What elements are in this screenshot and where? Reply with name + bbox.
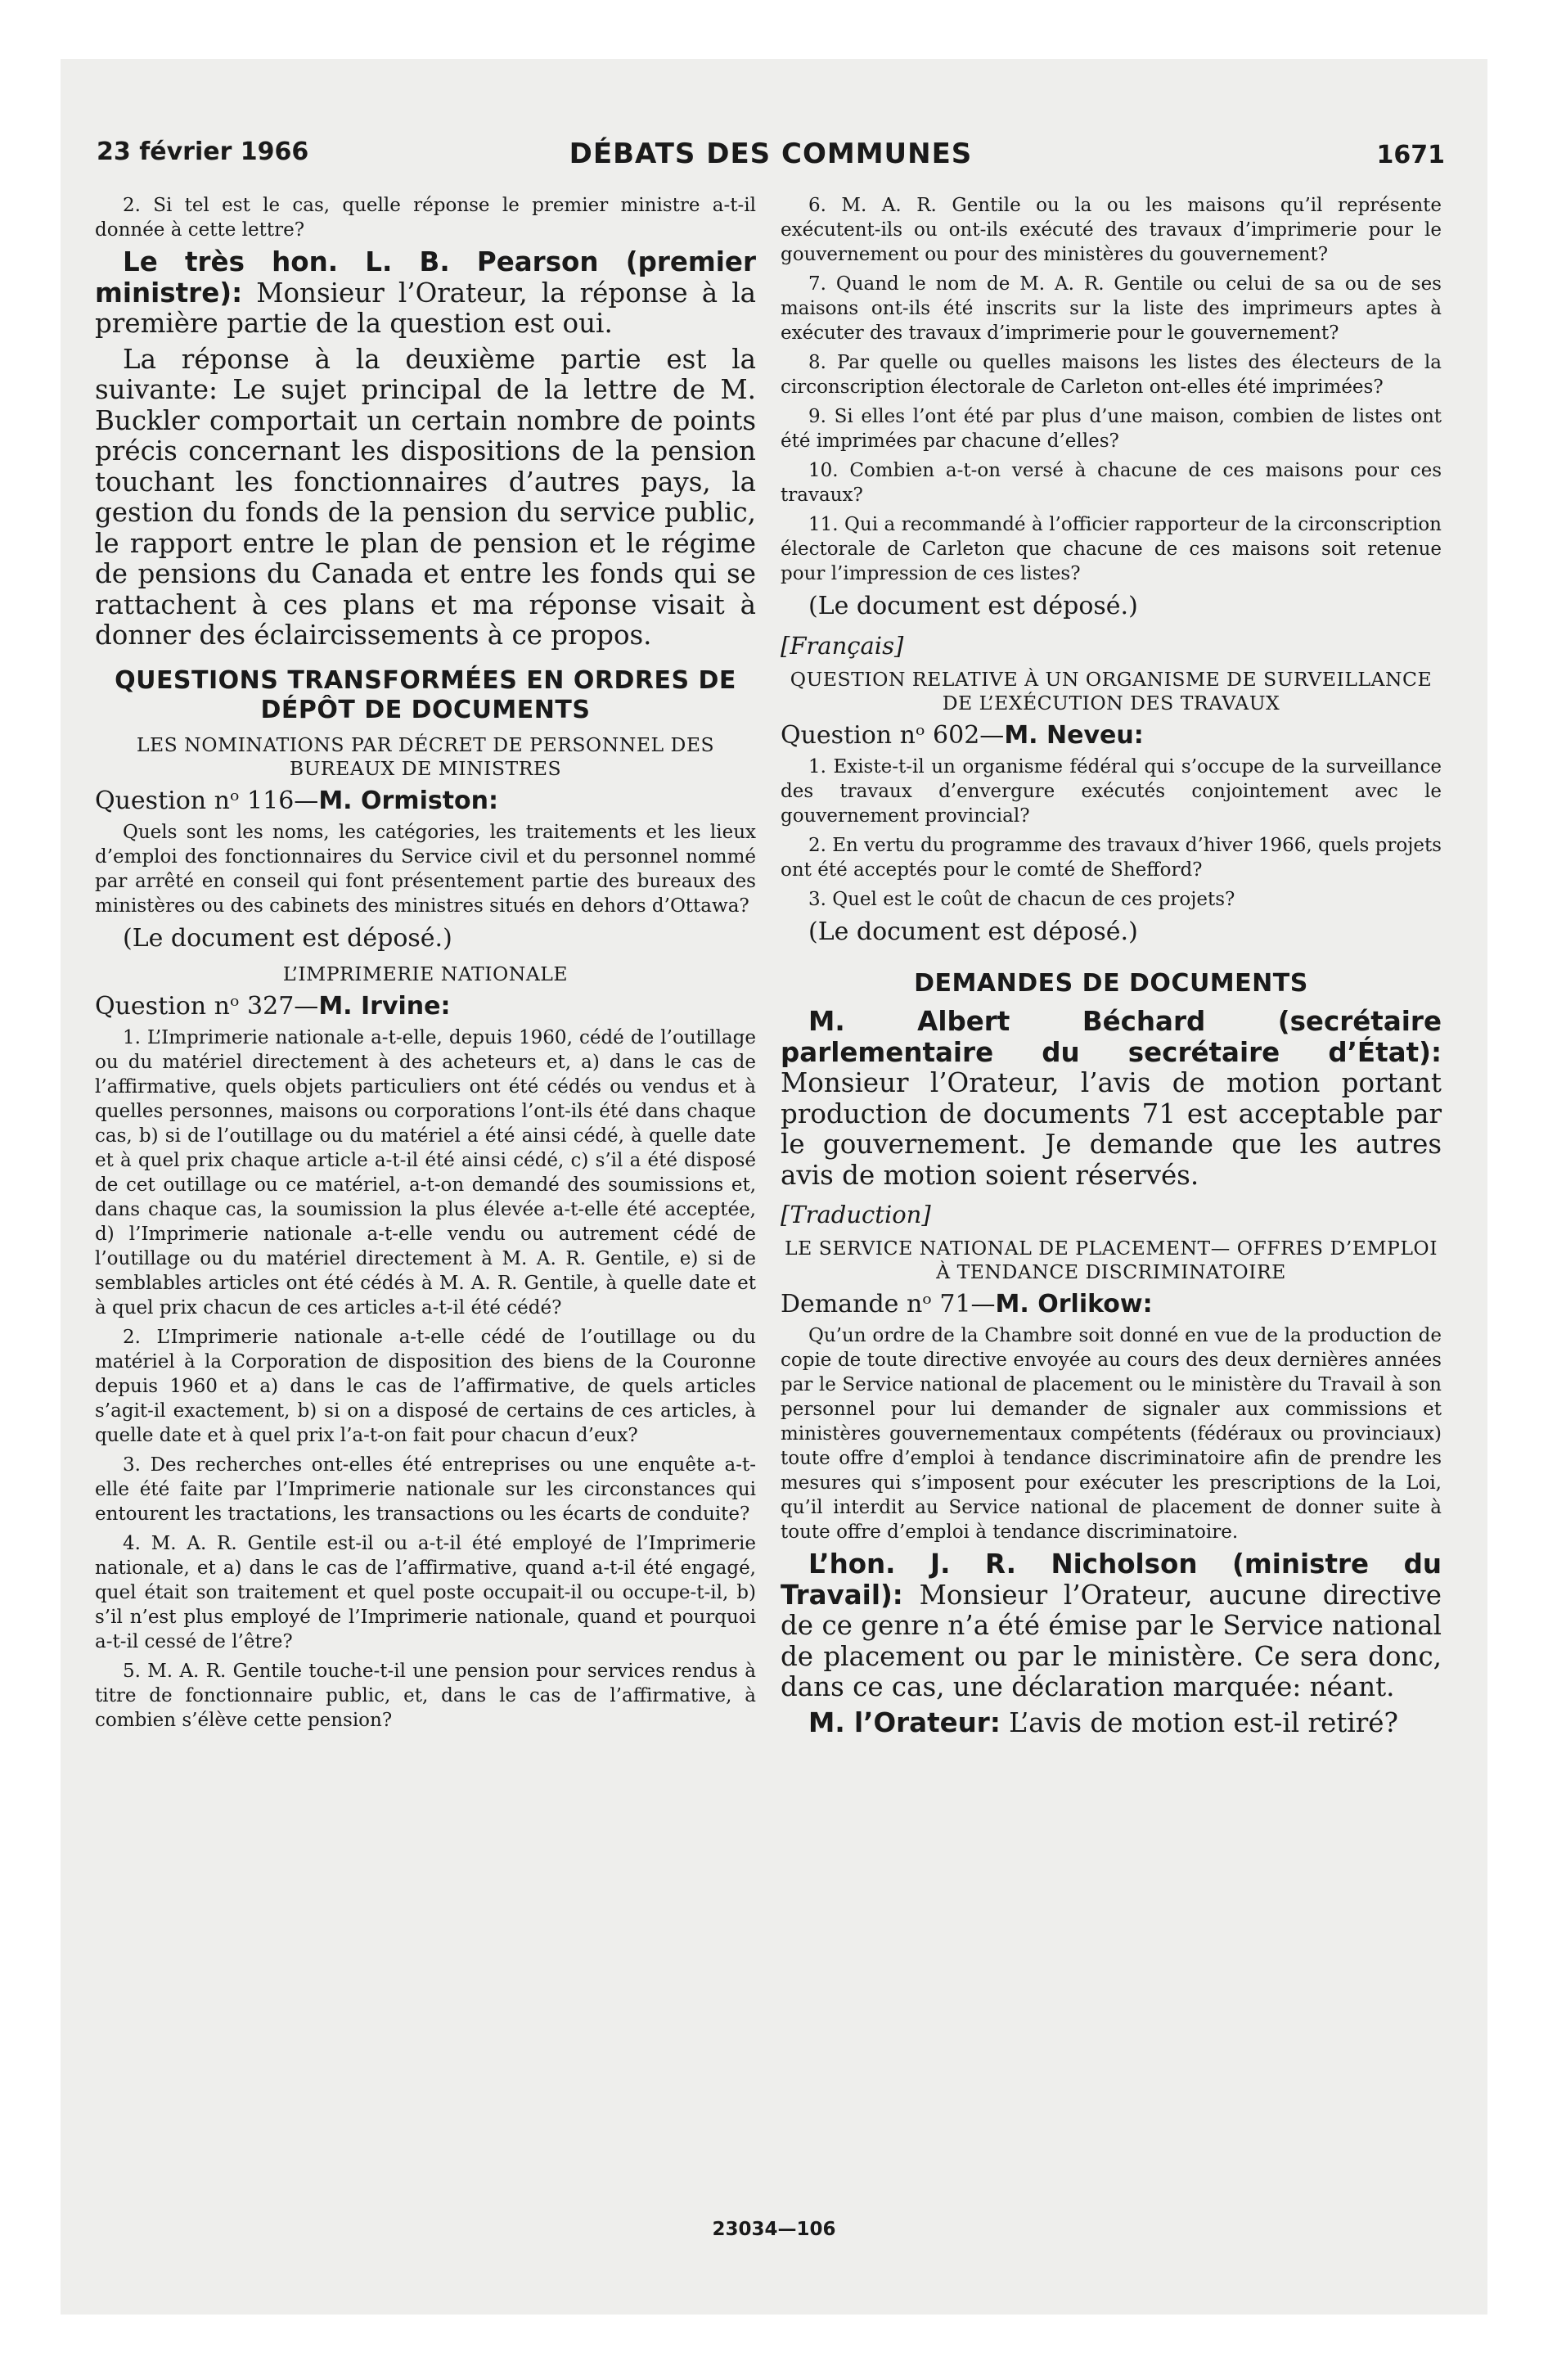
language-marker-francais: [Français] bbox=[781, 632, 904, 660]
question-327-item: 7. Quand le nom de M. A. R. Gentile ou celui de sa ou de ses maisons ont-ils été inscrits sur la liste des imprimeurs aptes à exécuter des travaux d’imprimerie pour le gouvernement? bbox=[781, 273, 1442, 344]
question-327-member: M. Irvine: bbox=[318, 991, 451, 1021]
page-number: 1671 bbox=[1376, 141, 1445, 169]
question-116-text: Quels sont les noms, les catégories, les traitements et les lieux d’emploi des fonctionnaires du Service civil et du personnel nommé par arrêté en conseil qui font présentement partie des bureaux des ministères ou des cabinets des ministres situés en dehors d’Ottawa? bbox=[95, 821, 756, 917]
question-116-member: M. Ormiston: bbox=[318, 786, 499, 815]
header-title: DÉBATS DES COMMUNES bbox=[569, 137, 973, 170]
speaker-pearson: Le très hon. L. B. Pearson (premier ministre): bbox=[95, 246, 756, 309]
subheading-nominations: LES NOMINATIONS PAR DÉCRET DE PERSONNEL DES BUREAUX DE MINISTRES bbox=[136, 732, 715, 780]
question-327-number: Question nᵒ 327— bbox=[95, 991, 319, 1021]
question-602-line bbox=[781, 720, 1442, 751]
question-602-number: Question nᵒ 602— bbox=[781, 721, 1005, 750]
demande-71-text: Qu’un ordre de la Chambre soit donné en vue de la production de copie de toute directive envoyée au cours des deux dernières années par le Service national de placement ou le ministère du Travail à son personnel pour lui demander de signaler aux commissions et ministères gouvernementaux compétents (fédéraux ou provinciaux) toute offre d’emploi à tendance discriminatoire afin de prendre les mesures qui s’imposent pour exécuter les prescriptions de la Loi, qu’il interdit au Service national de placement de donner suite à toute offre d’emploi à tendance discriminatoire. bbox=[781, 1325, 1442, 1543]
question-602-item: 2. En vertu du programme des travaux d’hiver 1966, quels projets ont été acceptés pour le comté de Shefford? bbox=[781, 835, 1442, 881]
speaker-bechard: M. Albert Béchard (secrétaire parlementaire du secrétaire d’État): bbox=[781, 1006, 1442, 1068]
question-327-item: 5. M. A. R. Gentile touche-t-il une pension pour services rendus à titre de fonctionnaire public, et, dans le cas de l’affirmative, à combien s’élève cette pension? bbox=[95, 1660, 756, 1731]
demande-71-member: M. Orlikow: bbox=[995, 1290, 1153, 1318]
question-327-line bbox=[95, 991, 756, 1022]
orateur-question-text: L’avis de motion est-il retiré? bbox=[1000, 1706, 1398, 1738]
orateur-question bbox=[781, 1708, 1442, 1739]
subheading-service-placement: LE SERVICE NATIONAL DE PLACEMENT— OFFRES D’EMPLOI À TENDANCE DISCRIMINATOIRE bbox=[785, 1237, 1438, 1283]
question-602-member: M. Neveu: bbox=[1004, 721, 1144, 750]
pearson-reply-part-2: La réponse à la deuxième partie est la suivante: Le sujet principal de la lettre de M. Buckler comportait un certain nombre de points précis concernant les dispositions de la pension touchant les fonctionnaires d’autres pays, la gestion du fonds de la pension du service public, le rapport entre le plan de pension et le régime de pensions du Canada et entre les fonds qui se rattachent à ces plans et ma réponse visait à donner des éclaircissements à ce propos. bbox=[95, 343, 756, 651]
pearson-reply bbox=[95, 247, 756, 340]
speaker-orateur: M. l’Orateur: bbox=[808, 1706, 1001, 1738]
speaker-nicholson: L’hon. J. R. Nicholson (ministre du Travail): bbox=[781, 1548, 1442, 1611]
question-327-item: 11. Qui a recommandé à l’officier rapporteur de la circonscription électorale de Carleton que chacune de ces maisons soit retenue pour l’impression de ces listes? bbox=[781, 514, 1442, 584]
question-327-item: 9. Si elles l’ont été par plus d’une maison, combien de listes ont été imprimées par chacune d’elles? bbox=[781, 406, 1442, 452]
demande-71-number: Demande nᵒ 71— bbox=[781, 1290, 996, 1318]
section-heading-questions: QUESTIONS TRANSFORMÉES EN ORDRES DE DÉPÔT DE DOCUMENTS bbox=[115, 665, 736, 724]
page-header bbox=[97, 134, 1445, 175]
nicholson-reply bbox=[781, 1549, 1442, 1703]
header-date: 23 février 1966 bbox=[97, 137, 309, 166]
document-deposited-2: (Le document est déposé.) bbox=[808, 592, 1138, 620]
question-602-item: 3. Quel est le coût de chacun de ces projets? bbox=[808, 889, 1235, 910]
pearson-reply-text: Monsieur l’Orateur, la réponse à la première partie de la question est oui. bbox=[95, 277, 756, 339]
question-116-line bbox=[95, 786, 756, 817]
question-327-item: 8. Par quelle ou quelles maisons les listes des électeurs de la circonscription électorale de Carleton ont-elles été imprimées? bbox=[781, 352, 1442, 398]
subheading-organisme: QUESTION RELATIVE À UN ORGANISME DE SURVEILLANCE DE L’EXÉCUTION DES TRAVAUX bbox=[790, 668, 1433, 714]
nicholson-reply-text: Monsieur l’Orateur, aucune directive de ce genre n’a été émise par le Service national de placement ou par le ministère. Ce sera donc, dans ce cas, une déclaration marquée: néant. bbox=[781, 1579, 1442, 1702]
document-deposited-1: (Le document est déposé.) bbox=[123, 923, 452, 953]
question-327-item: 4. M. A. R. Gentile est-il ou a-t-il été employé de l’Imprimerie nationale, et a) dans le cas de l’affirmative, quand a-t-il été engagé, quel était son traitement et quel poste occupait-il ou occupe-t-il, b) s’il n’est plus employé de l’Imprimerie nationale, quand et pourquoi a-t-il cessé de l’être? bbox=[95, 1532, 756, 1652]
section-heading-demandes: DEMANDES DE DOCUMENTS bbox=[914, 969, 1308, 998]
question-part-2: 2. Si tel est le cas, quelle réponse le premier ministre a-t-il donnée à cette lettre? bbox=[95, 195, 756, 241]
question-327-item: 2. L’Imprimerie nationale a-t-elle cédé de l’outillage ou du matériel à la Corporation de disposition des biens de la Couronne depuis 1960 et a) dans le cas de l’affirmative, de quels articles s’agit-il exactement, b) si on a disposé de certains de ces articles, à quelle date et à quel prix l’a-t-on fait pour chacun d’eux? bbox=[95, 1326, 756, 1446]
question-327-item: 10. Combien a-t-on versé à chacune de ces maisons pour ces travaux? bbox=[781, 460, 1442, 506]
question-116-number: Question nᵒ 116— bbox=[95, 786, 319, 815]
subheading-imprimerie: L’IMPRIMERIE NATIONALE bbox=[282, 962, 569, 985]
language-marker-traduction: [Traduction] bbox=[781, 1201, 931, 1228]
question-602-item: 1. Existe-t-il un organisme fédéral qui s’occupe de la surveillance des travaux d’envergure exécutés conjointement avec le gouvernement provincial? bbox=[781, 756, 1442, 827]
question-327-item: 3. Des recherches ont-elles été entreprises ou une enquête a-t-elle été faite par l’Imprimerie nationale sur les circonstances qui entourent les tractations, les transactions ou les écarts de conduite? bbox=[95, 1454, 756, 1525]
bechard-statement-text: Monsieur l’Orateur, l’avis de motion portant production de documents 71 est acceptable par le gouvernement. Je demande que les autres avis de motion soient réservés. bbox=[781, 1067, 1442, 1191]
print-code: 23034—106 bbox=[712, 2219, 836, 2240]
demande-71-line bbox=[781, 1289, 1442, 1320]
question-327-item: 1. L’Imprimerie nationale a-t-elle, depuis 1960, cédé de l’outillage ou du matériel directement à des acheteurs et, a) dans le cas de l’affirmative, quels objets particuliers ont été cédés ou vendus et à quelles personnes, maisons ou corporations l’ont-ils été dans chaque cas, b) si de l’outillage ou du matériel a été ainsi cédé, à quelle date et à quel prix chaque article a-t-il été ainsi cédé, c) s’il a été disposé de cet outillage ou ce matériel, a-t-on demandé des soumissions et, dans chaque cas, la soumission la plus élevée a-t-elle été acceptée, d) l’Imprimerie nationale a-t-elle vendu ou autrement cédé de l’outillage ou du matériel directement à M. A. R. Gentile, e) si de semblables articles ont été cédés à M. A. R. Gentile, à quelle date et à quel prix chacun de ces articles a-t-il été cédé? bbox=[95, 1026, 756, 1318]
document-deposited-3: (Le document est déposé.) bbox=[808, 917, 1138, 946]
left-column bbox=[95, 193, 756, 1738]
bechard-statement bbox=[781, 1007, 1442, 1191]
right-column bbox=[781, 193, 1442, 1743]
question-327-item: 6. M. A. R. Gentile ou la ou les maisons qu’il représente exécutent-ils ou ont-ils exécuté des travaux d’imprimerie pour le gouvernement ou pour des ministères du gouvernement? bbox=[781, 195, 1442, 265]
